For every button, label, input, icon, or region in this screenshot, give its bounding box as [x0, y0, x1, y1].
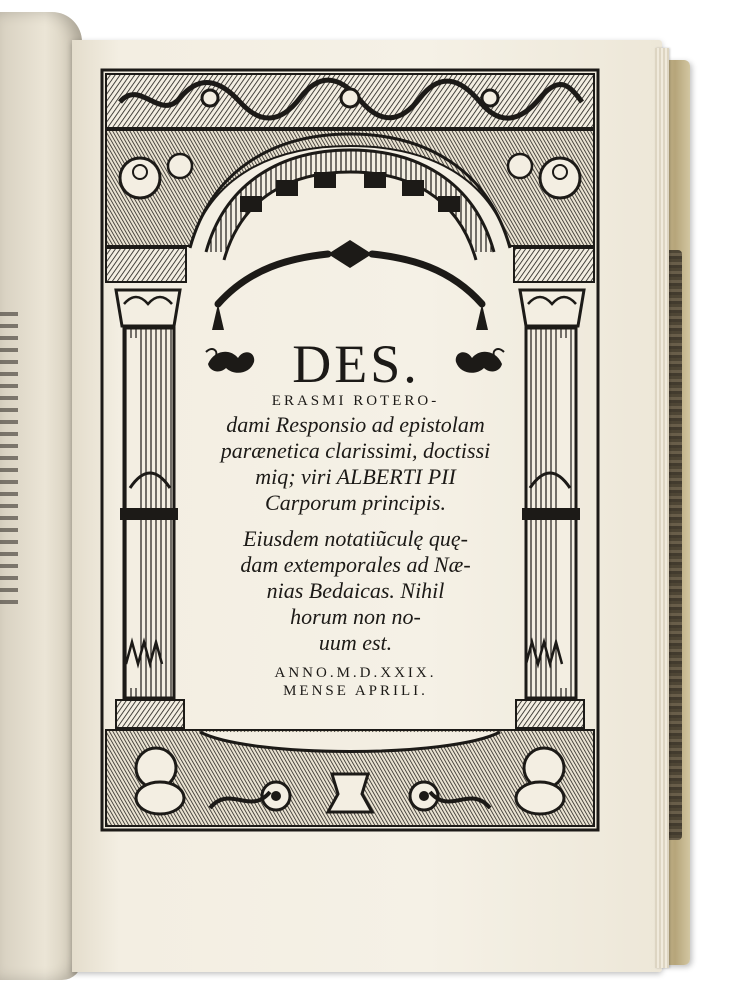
imprint-month: MENSE APRILI.	[283, 683, 428, 699]
text-line-10: uum est.	[318, 630, 393, 655]
bottom-base	[106, 730, 594, 826]
right-column	[514, 248, 594, 728]
top-frieze	[106, 74, 594, 128]
left-page	[0, 12, 82, 980]
text-line-9: horum non no-	[290, 604, 421, 629]
left-column	[106, 248, 186, 728]
text-line-6: Eiusdem notatiũculę quę-	[243, 526, 468, 551]
title-text-panel	[194, 330, 517, 708]
title-line	[194, 334, 517, 394]
text-line-7: dam extemporales ad Næ-	[240, 552, 471, 577]
text-line-8: nias Bedaicas. Nihil	[266, 578, 445, 603]
hedera-leaf-icon	[204, 344, 260, 378]
text-line-5: Carporum principis.	[265, 490, 446, 515]
text-line-3: parænetica clarissimi, doctissi	[220, 438, 491, 463]
hedera-leaf-icon	[450, 344, 506, 378]
text-line-1: ERASMI ROTERO-	[271, 393, 440, 409]
page-edges	[655, 48, 669, 968]
text-line-2: dami Responsio ad epistolam	[226, 412, 485, 437]
imprint-date: ANNO.M.D.XXIX.	[274, 665, 437, 681]
left-page-show-through	[0, 312, 18, 612]
text-line-4: miq; viri ALBERTI PII	[255, 464, 456, 489]
title-des: DES.	[292, 334, 420, 394]
